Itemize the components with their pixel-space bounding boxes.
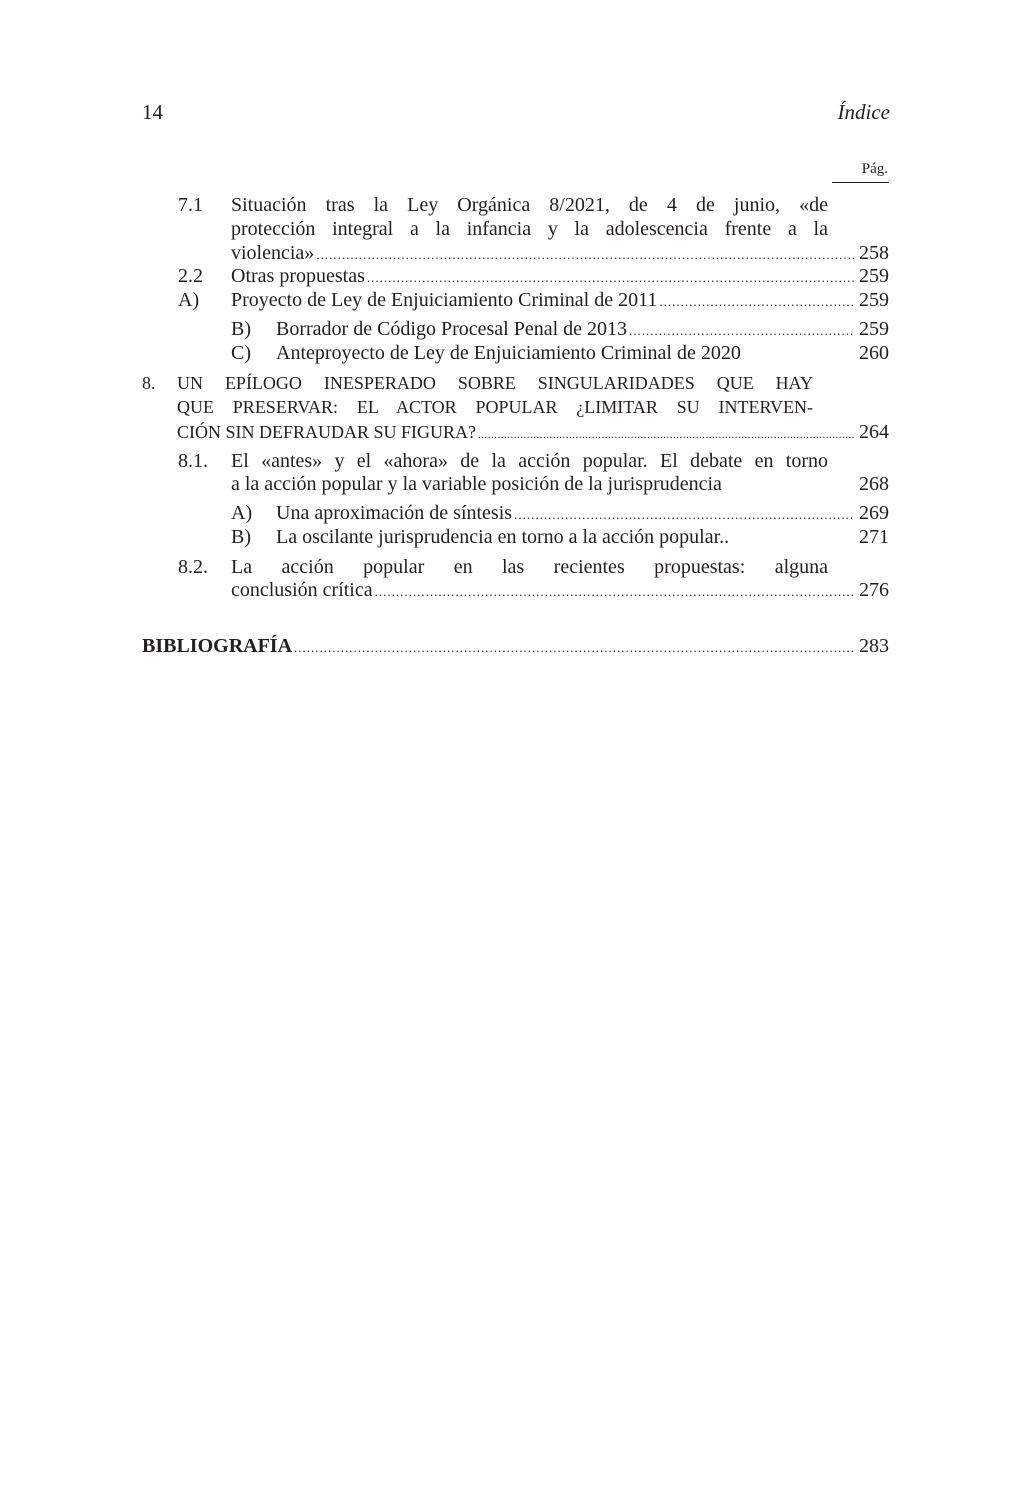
leader-dots (659, 294, 855, 310)
toc-entry-number: 8. (142, 373, 156, 393)
toc-entry-number: C) (231, 342, 251, 364)
leader-dots (367, 270, 855, 286)
toc-page-number: 258 (859, 242, 889, 264)
toc-page-number: 259 (859, 289, 889, 311)
leader-dots (316, 247, 855, 263)
toc-entry (276, 502, 889, 525)
toc-page-number: 283 (859, 635, 889, 657)
toc-entry-number: A) (178, 289, 200, 311)
toc-entry-title-line: conclusión crítica (231, 579, 373, 601)
toc-entry-title-line: La acción popular en las recientes propuestas: alguna (231, 556, 828, 578)
toc-page-number: 276 (859, 579, 889, 601)
toc-entry (276, 342, 889, 365)
toc-page-number: 268 (859, 473, 889, 495)
leader-dots (294, 640, 855, 656)
toc-entry-title: La oscilante jurisprudencia en torno a la acción popular.. (276, 526, 730, 548)
toc-page-number: 269 (859, 502, 889, 524)
toc-entry-title-line: UN EPÍLOGO INESPERADO SOBRE SINGULARIDADES QUE HAY (177, 373, 813, 393)
leader-dots (478, 429, 855, 441)
toc-page-number: 259 (859, 265, 889, 287)
toc-entry-title: Una aproximación de síntesis (276, 502, 513, 524)
page-number: 14 (142, 100, 163, 124)
toc-entry (231, 579, 889, 602)
toc-entry-bibliography (142, 635, 889, 658)
toc-entry-title-line: a la acción popular y la variable posición de la jurisprudencia (231, 473, 722, 495)
toc-entry-number: 7.1 (178, 194, 203, 216)
page-column-rule (832, 182, 889, 183)
toc-entry-number: 8.1. (178, 450, 208, 472)
toc-entry (231, 242, 889, 265)
toc-entry-title: Borrador de Código Procesal Penal de 2013 (276, 318, 628, 340)
toc-entry-title: Anteproyecto de Ley de Enjuiciamiento Criminal de 2020 (276, 342, 741, 364)
toc-entry (231, 289, 889, 312)
toc-entry-title-line: violencia» (231, 242, 315, 264)
toc-page-number: 260 (859, 342, 889, 364)
leader-dots (629, 323, 855, 339)
toc-entry-title-line: protección integral a la infancia y la adolescencia frente a la (231, 218, 828, 240)
toc-entry-title: BIBLIOGRAFÍA (142, 635, 293, 657)
toc-entry (276, 318, 889, 341)
toc-entry (276, 526, 889, 549)
toc-entry (177, 421, 889, 444)
toc-page-number: 264 (859, 421, 889, 443)
toc-entry-number: 2.2 (178, 265, 203, 287)
toc-entry-title-line: Situación tras la Ley Orgánica 8/2021, de 4 de junio, «de (231, 194, 828, 216)
toc-entry (231, 265, 889, 288)
toc-entry-title-line: El «antes» y el «ahora» de la acción popular. El debate en torno (231, 450, 828, 472)
toc-entry-title: Otras propuestas (231, 265, 365, 287)
toc-page-number: 271 (859, 526, 889, 548)
leader-dots (514, 507, 855, 523)
toc-entry-number: B) (231, 526, 251, 548)
leader-dots (375, 584, 855, 600)
toc-entry-title-line: CIÓN SIN DEFRAUDAR SU FIGURA? (177, 422, 477, 442)
toc-entry-title: Proyecto de Ley de Enjuiciamiento Criminal de 2011 (231, 289, 658, 311)
section-title: Índice (837, 100, 890, 124)
toc-entry-number: A) (231, 502, 253, 524)
page-column-label: Pág. (861, 161, 888, 177)
toc-entry-number: 8.2. (178, 556, 208, 578)
toc-page-number: 259 (859, 318, 889, 340)
toc-entry-number: B) (231, 318, 251, 340)
toc-entry (231, 473, 889, 496)
toc-entry-title-line: QUE PRESERVAR: EL ACTOR POPULAR ¿LIMITAR SU INTERVEN- (177, 397, 813, 417)
